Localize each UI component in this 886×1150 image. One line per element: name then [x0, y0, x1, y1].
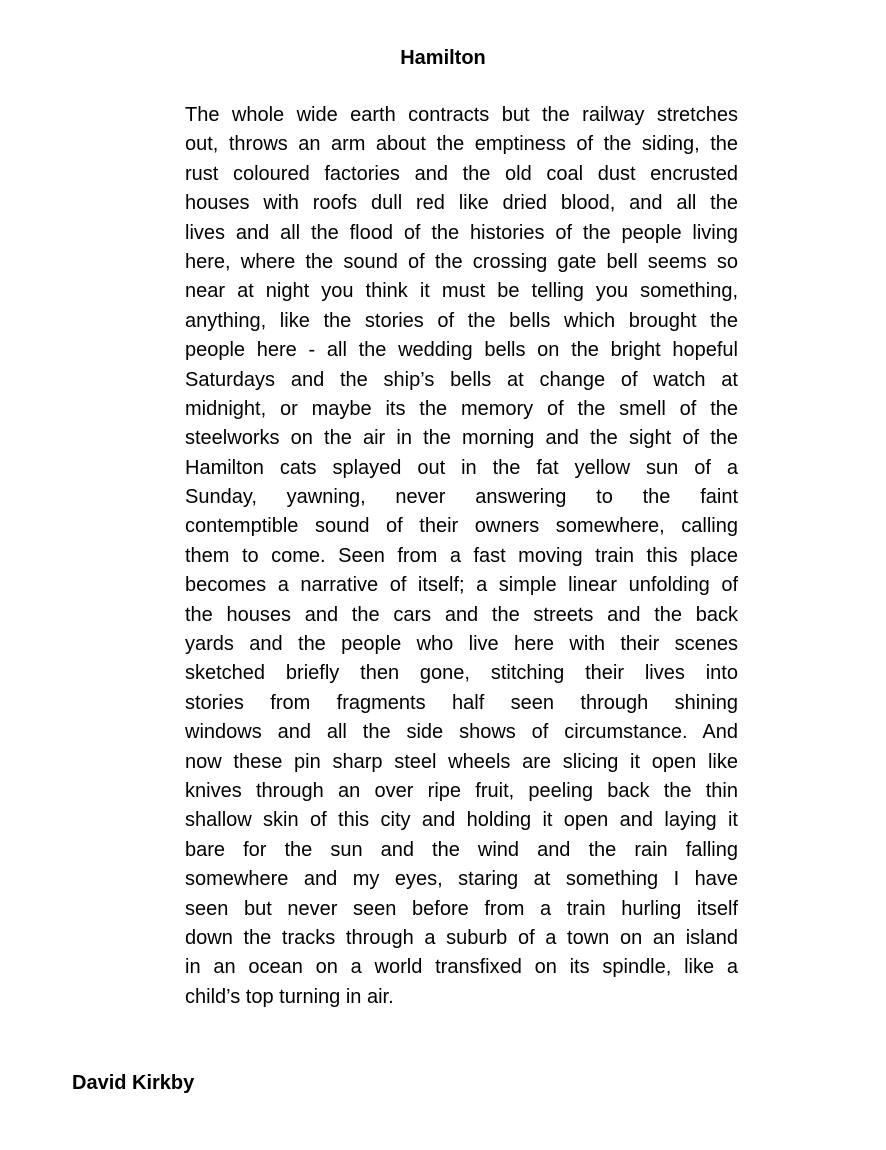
- poem-line: somewhere and my eyes, staring at something I have: [185, 868, 738, 891]
- poem-line-last: child’s top turning in air.: [185, 985, 394, 1008]
- poem-line: the houses and the cars and the streets and the back: [185, 603, 738, 626]
- poem-line: steelworks on the air in the morning and the sight of the: [185, 427, 738, 450]
- poem-line: knives through an over ripe fruit, peeling back the thin: [185, 779, 738, 802]
- poem-line: in an ocean on a world transfixed on its spindle, like a: [185, 956, 738, 979]
- poem-line: The whole wide earth contracts but the railway stretches: [185, 104, 738, 126]
- poem-line: midnight, or maybe its the memory of the smell of the: [185, 397, 738, 420]
- poem-line: here, where the sound of the crossing gate bell seems so: [185, 250, 738, 273]
- poem-line: near at night you think it must be telling you something,: [185, 280, 738, 303]
- poem-line: windows and all the side shows of circumstance. And: [185, 721, 738, 744]
- poem-line: becomes a narrative of itself; a simple linear unfolding of: [185, 574, 738, 597]
- poem-line: bare for the sun and the wind and the rain falling: [185, 838, 738, 861]
- poem-line: Sunday, yawning, never answering to the faint: [185, 486, 738, 509]
- poem-line: seen but never seen before from a train hurling itself: [185, 897, 738, 920]
- poem-line: anything, like the stories of the bells which brought the: [185, 309, 738, 332]
- poem-line: contemptible sound of their owners somewhere, calling: [185, 515, 738, 538]
- poem-line: Saturdays and the ship’s bells at change of watch at: [185, 368, 738, 391]
- poem-line: people here - all the wedding bells on the bright hopeful: [185, 339, 738, 362]
- poem-line: down the tracks through a suburb of a town on an island: [185, 926, 738, 949]
- poem-line: Hamilton cats splayed out in the fat yellow sun of a: [185, 456, 738, 479]
- poem-line: now these pin sharp steel wheels are slicing it open like: [185, 750, 738, 773]
- poem-line: sketched briefly then gone, stitching their lives into: [185, 662, 738, 685]
- poem-line: houses with roofs dull red like dried blood, and all the: [185, 192, 738, 215]
- poem-line: yards and the people who live here with their scenes: [185, 633, 738, 656]
- poem-line: them to come. Seen from a fast moving train this place: [185, 544, 738, 567]
- poem-line: out, throws an arm about the emptiness of the siding, the: [185, 133, 738, 156]
- poem-body: [185, 101, 738, 1012]
- poem-line: stories from fragments half seen through shining: [185, 691, 738, 714]
- poem-line: shallow skin of this city and holding it open and laying it: [185, 809, 738, 832]
- poem-line: rust coloured factories and the old coal dust encrusted: [185, 162, 738, 185]
- author-name: David Kirkby: [72, 1072, 195, 1094]
- poem-line: lives and all the flood of the histories of the people living: [185, 221, 738, 244]
- page-title: Hamilton: [400, 47, 486, 69]
